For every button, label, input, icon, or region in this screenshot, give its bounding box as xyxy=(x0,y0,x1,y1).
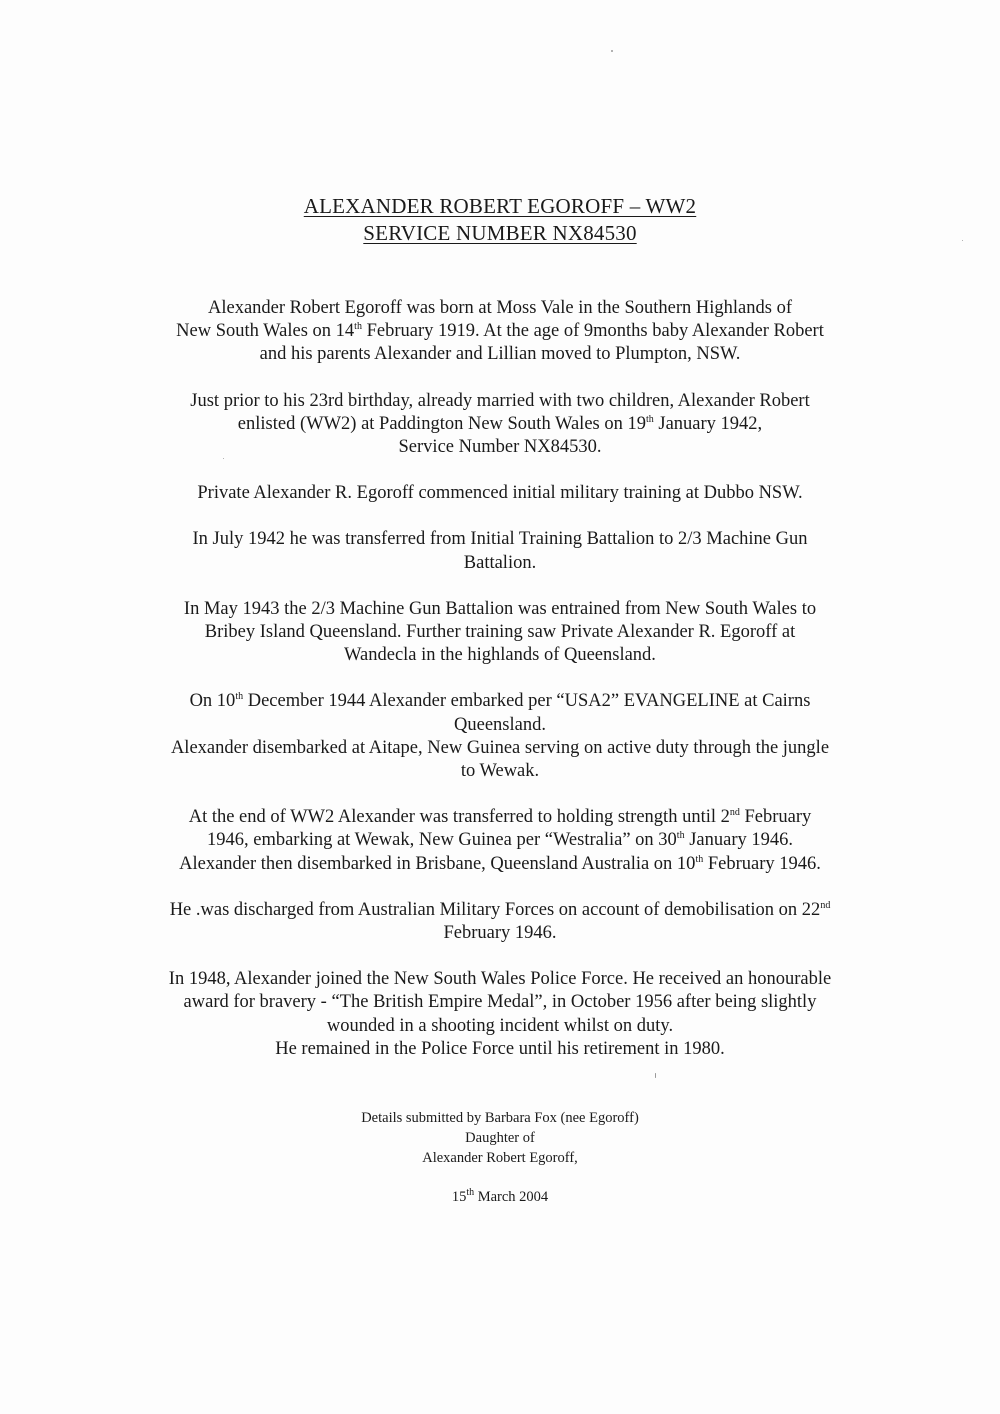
text-line: Alexander then disembarked in Brisbane, Queensland Australia on 10th February 1946. xyxy=(179,853,821,874)
text-line: to Wewak. xyxy=(460,761,540,782)
text-line: Just prior to his 23rd birthday, already married with two children, Alexander Robert xyxy=(190,390,810,411)
scan-speck xyxy=(611,50,613,52)
title-line-service-number: SERVICE NUMBER NX84530 xyxy=(363,221,637,245)
paragraph-enlistment xyxy=(130,390,870,460)
text-line: Battalion. xyxy=(463,552,537,573)
text-line: At the end of WW2 Alexander was transferred to holding strength until 2nd February xyxy=(188,807,812,828)
footer-relation: Daughter of xyxy=(465,1130,535,1146)
text-line: enlisted (WW2) at Paddington New South Wales on 19th January 1942, xyxy=(237,413,763,434)
text-line: February 1946. xyxy=(443,923,557,944)
text-line: Alexander disembarked at Aitape, New Guinea serving on active duty through the jungle xyxy=(170,737,830,758)
paragraph-transfer xyxy=(130,528,870,574)
text-line: In July 1942 he was transferred from Initial Training Battalion to 2/3 Machine Gun xyxy=(192,529,808,550)
title-line-name: ALEXANDER ROBERT EGOROFF – WW2 xyxy=(303,194,697,218)
footer-father-name: Alexander Robert Egoroff, xyxy=(422,1150,578,1166)
page-title xyxy=(0,193,1000,247)
text-line: He .was discharged from Australian Military Forces on account of demobilisation on 22nd xyxy=(169,899,831,920)
text-line: award for bravery - “The British Empire Medal”, in October 1956 after being slightly xyxy=(183,992,817,1013)
text-line: 1946, embarking at Wewak, New Guinea per “Westralia” on 30th January 1946. xyxy=(206,830,793,851)
paragraph-birth xyxy=(130,297,870,367)
paragraph-queensland xyxy=(130,598,870,668)
scan-speck xyxy=(223,458,224,459)
paragraph-return xyxy=(130,806,870,876)
text-line: Bribey Island Queensland. Further training saw Private Alexander R. Egoroff at xyxy=(204,622,796,643)
scan-speck xyxy=(962,240,963,241)
text-line: wounded in a shooting incident whilst on duty. xyxy=(326,1015,674,1036)
footer-submitted-by: Details submitted by Barbara Fox (nee Egoroff) xyxy=(361,1110,639,1126)
text-line: In May 1943 the 2/3 Machine Gun Battalion was entrained from New South Wales to xyxy=(183,598,817,619)
text-line: He remained in the Police Force until his retirement in 1980. xyxy=(275,1038,725,1059)
text-line: Queensland. xyxy=(454,714,546,735)
paragraph-police xyxy=(130,968,870,1061)
text-line: In 1948, Alexander joined the New South Wales Police Force. He received an honourable xyxy=(168,969,832,990)
paragraph-new-guinea xyxy=(130,690,870,783)
text-line: New South Wales on 14th February 1919. At the age of 9months baby Alexander Robert xyxy=(176,321,824,342)
text-line: Alexander Robert Egoroff was born at Moss Vale in the Southern Highlands of xyxy=(207,298,792,318)
text-line: Wandecla in the highlands of Queensland. xyxy=(344,645,656,666)
text-line: and his parents Alexander and Lillian moved to Plumpton, NSW. xyxy=(259,344,741,365)
scan-speck xyxy=(655,1073,656,1078)
footer-date: 15th March 2004 xyxy=(451,1187,549,1205)
text-line: On 10th December 1944 Alexander embarked per “USA2” EVANGELINE at Cairns xyxy=(189,691,811,712)
text-line: Service Number NX84530. xyxy=(398,437,602,458)
document-body xyxy=(130,297,870,1084)
paragraph-training xyxy=(130,482,870,505)
text-line: Private Alexander R. Egoroff commenced initial military training at Dubbo NSW. xyxy=(197,483,803,504)
submission-footer xyxy=(0,1108,1000,1207)
paragraph-discharge xyxy=(130,899,870,945)
